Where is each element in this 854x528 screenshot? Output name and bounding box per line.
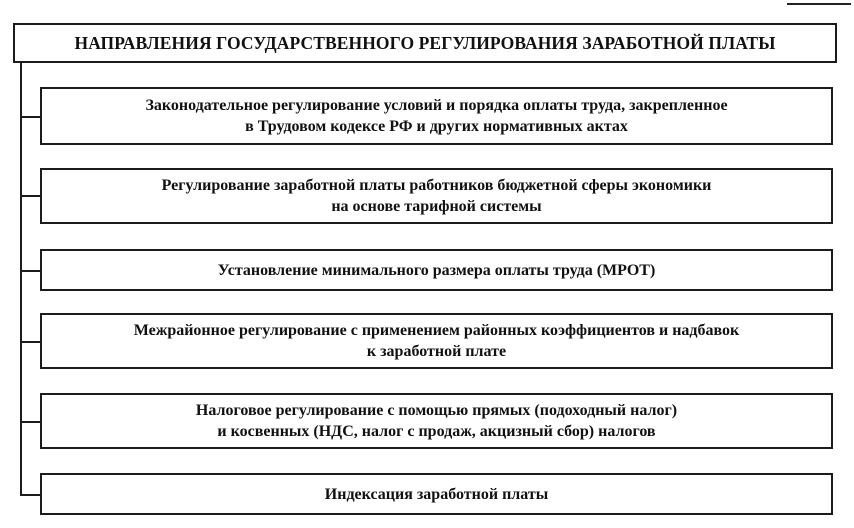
connector-branch-5: [20, 421, 42, 423]
direction-text-line: Индексация заработной платы: [324, 485, 549, 503]
connector-trunk: [20, 63, 22, 495]
direction-text-line: Регулирование заработной платы работников бюджетной сферы экономики: [161, 177, 712, 194]
direction-box-interregional: [40, 313, 833, 369]
connector-branch-2: [20, 195, 42, 197]
direction-box-minimum-wage: [40, 249, 833, 291]
direction-text-line: Законодательное регулирование условий и порядка оплаты труда, закрепленное: [145, 97, 728, 114]
corner-line: [787, 3, 851, 5]
direction-box-legislative: [40, 87, 833, 145]
direction-text-line: Налоговое регулирование с помощью прямых (подоходный налог): [195, 402, 678, 419]
direction-box-indexation: [40, 473, 833, 515]
direction-text-line: в Трудовом кодексе РФ и других нормативных актах: [245, 118, 628, 135]
direction-box-budget-sector: [40, 168, 833, 224]
connector-branch-4: [20, 341, 42, 343]
direction-text-line: к заработной плате: [366, 343, 507, 360]
diagram-title: НАПРАВЛЕНИЯ ГОСУДАРСТВЕННОГО РЕГУЛИРОВАНИЯ ЗАРАБОТНОЙ ПЛАТЫ: [13, 23, 837, 63]
connector-branch-1: [20, 116, 42, 118]
direction-box-tax: [40, 393, 833, 449]
direction-text-line: и косвенных (НДС, налог с продаж, акцизный сбор) налогов: [217, 423, 656, 440]
direction-text-line: на основе тарифной системы: [331, 198, 542, 215]
direction-text-line: Установление минимального размера оплаты труда (МРОТ): [217, 261, 656, 279]
connector-branch-6: [20, 494, 42, 496]
connector-branch-3: [20, 270, 42, 272]
direction-text-line: Межрайонное регулирование с применением районных коэффициентов и надбавок: [133, 322, 740, 339]
